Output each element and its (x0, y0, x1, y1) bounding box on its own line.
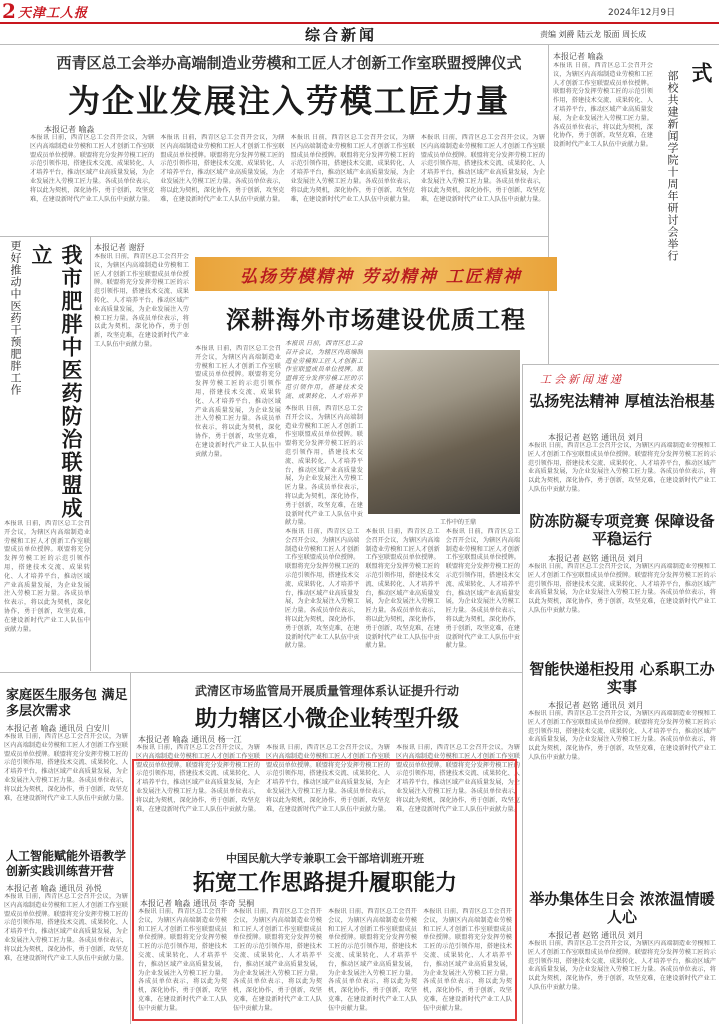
left-byline: 本报记者 谢舒 (94, 243, 145, 252)
work-news-byline-1: 本报记者 赵铭 通讯员 刘月 (548, 433, 644, 442)
work-news-body-1: 本报讯 日前，西青区总工会召开会议，为辖区内高端制造业劳模和工匠人才创新工作室联盟成员单位授牌。联盟将充分发挥劳模工匠的示范引领作用，搭建技术交流、成果转化、人才培养平台，推动区域产业高质量发展，为企业发展注入劳模工匠力量。各成员单位表示，将以此为契机，深化协作，勇于创新，攻坚克难，在建设新时代产业工人队伍中贡献力量。 (528, 442, 716, 493)
lead-body (30, 134, 545, 234)
divider (0, 44, 719, 45)
banner-text: 弘扬劳模精神 劳动精神 工匠精神 (240, 267, 522, 287)
left-small-byline-2: 本报记者 喻淼 通讯员 孙悦 (6, 884, 102, 893)
center-col-3: 本报讯 日前，西青区总工会召开会议，为辖区内高端制造业劳模和工匠人才创新工作室联盟成员单位授牌。联盟将充分发挥劳模工匠的示范引领作用，搭建技术交流、成果转化、人才培养平台，推动区域产业高质量发展，为企业发展注入劳模工匠力量。各成员单位表示，将以此为契机，深化协作，勇于创新，攻坚克难，在建设新时代产业工人队伍中贡献力量。 (285, 528, 360, 650)
boxed-headline: 拓宽工作思路提升履职能力 (192, 870, 457, 896)
work-news-byline-2: 本报记者 赵铭 通讯员 刘月 (548, 554, 644, 563)
divider (0, 672, 522, 673)
work-news-headline-3: 智能快递柜投用 心系职工办实事 (529, 660, 715, 696)
boxed-body (138, 908, 512, 1016)
lead-headline: 为企业发展注入劳模工匠力量 (67, 82, 510, 120)
editors: 责编 刘爵 陆云龙 版面 周长成 (540, 30, 647, 39)
right-body: 本报讯 日前，西青区总工会召开会议，为辖区内高端制造业劳模和工匠人才创新工作室联盟成员单位授牌。联盟将充分发挥劳模工匠的示范引领作用，搭建技术交流、成果转化、人才培养平台，推动区域产业高质量发展，为企业发展注入劳模工匠力量。各成员单位表示，将以此为契机，深化协作，勇于创新，攻坚克难，在建设新时代产业工人队伍中贡献力量。 (553, 62, 653, 149)
lead-kicker: 西青区总工会举办高端制造业劳模和工匠人才创新工作室联盟授牌仪式 (56, 54, 522, 72)
left-body: 本报讯 日前，西青区总工会召开会议，为辖区内高端制造业劳模和工匠人才创新工作室联盟成员单位授牌。联盟将充分发挥劳模工匠的示范引领作用，搭建技术交流、成果转化、人才培养平台，推动区域产业高质量发展，为企业发展注入劳模工匠力量。各成员单位表示，将以此为契机，深化协作，勇于创新，攻坚克难，在建设新时代产业工人队伍中贡献力量。 (94, 253, 189, 348)
center-headline: 深耕海外市场建设优质工程 (226, 305, 526, 334)
photo-caption: 工作中的王鼎 (440, 519, 477, 526)
issue-date: 2024年12月9日 (608, 8, 676, 18)
paper-name: 天津工人报 (18, 6, 89, 21)
work-news-headline-1: 弘扬宪法精神 厚植法治根基 (529, 392, 715, 410)
work-news-headline-2: 防冻防凝专项竞赛 保障设备平稳运行 (529, 512, 715, 548)
middle-col-3: 本报讯 日前，西青区总工会召开会议，为辖区内高端制造业劳模和工匠人才创新工作室联盟成员单位授牌。联盟将充分发挥劳模工匠的示范引领作用，搭建技术交流、成果转化、人才培养平台，推动区域产业高质量发展，为企业发展注入劳模工匠力量。各成员单位表示，将以此为契机，深化协作，勇于创新，攻坚克难，在建设新时代产业工人队伍中贡献力量。 (396, 744, 520, 813)
work-news-body-2: 本报讯 日前，西青区总工会召开会议，为辖区内高端制造业劳模和工匠人才创新工作室联盟成员单位授牌。联盟将充分发挥劳模工匠的示范引领作用，搭建技术交流、成果转化、人才培养平台，推动区域产业高质量发展，为企业发展注入劳模工匠力量。各成员单位表示，将以此为契机，深化协作，勇于创新，攻坚克难，在建设新时代产业工人队伍中贡献力量。 (528, 563, 716, 614)
page-number: 2 (2, 0, 16, 23)
left-body-cont: 本报讯 日前，西青区总工会召开会议，为辖区内高端制造业劳模和工匠人才创新工作室联盟成员单位授牌。联盟将充分发挥劳模工匠的示范引领作用，搭建技术交流、成果转化、人才培养平台，推动区域产业高质量发展，为企业发展注入劳模工匠力量。各成员单位表示，将以此为契机，深化协作，勇于创新，攻坚克难，在建设新时代产业工人队伍中贡献力量。 (4, 520, 90, 633)
divider (0, 236, 548, 237)
section-name: 综合新闻 (305, 26, 378, 44)
work-news-label: 工会新闻速递 (540, 373, 624, 386)
divider (522, 364, 719, 365)
left-small-byline-1: 本报记者 喻淼 通讯员 白安川 (6, 724, 110, 733)
center-col-1: 本报讯 日前，西青区总工会召开会议，为辖区内高端制造业劳模和工匠人才创新工作室联盟成员单位授牌。联盟将充分发挥劳模工匠的示范引领作用，搭建技术交流、成果转化、人才培养平台，推动区域产业高质量发展，为企业发展注入劳模工匠力量。各成员单位表示，将以此为契机，深化协作，勇于创新，攻坚克难，在建设新时代产业工人队伍中贡献力量。 (195, 345, 281, 458)
divider (90, 236, 91, 671)
boxed-col-2: 本报讯 日前，西青区总工会召开会议，为辖区内高端制造业劳模和工匠人才创新工作室联盟成员单位授牌。联盟将充分发挥劳模工匠的示范引领作用，搭建技术交流、成果转化、人才培养平台，推动区域产业高质量发展，为企业发展注入劳模工匠力量。各成员单位表示，将以此为契机，深化协作，勇于创新，攻坚克难，在建设新时代产业工人队伍中贡献力量。 (233, 908, 322, 1012)
lead-col-4: 本报讯 日前，西青区总工会召开会议，为辖区内高端制造业劳模和工匠人才创新工作室联盟成员单位授牌。联盟将充分发挥劳模工匠的示范引领作用，搭建技术交流、成果转化、人才培养平台，推动区域产业高质量发展，为企业发展注入劳模工匠力量。各成员单位表示，将以此为契机，深化协作，勇于创新，攻坚克难，在建设新时代产业工人队伍中贡献力量。 (420, 134, 545, 203)
middle-col-2: 本报讯 日前，西青区总工会召开会议，为辖区内高端制造业劳模和工匠人才创新工作室联盟成员单位授牌。联盟将充分发挥劳模工匠的示范引领作用，搭建技术交流、成果转化、人才培养平台，推动区域产业高质量发展，为企业发展注入劳模工匠力量。各成员单位表示，将以此为契机，深化协作，勇于创新，攻坚克难，在建设新时代产业工人队伍中贡献力量。 (266, 744, 390, 813)
left-small-headline-1: 家庭医生服务包 满足多层次需求 (6, 688, 128, 719)
left-small-body-1: 本报讯 日前，西青区总工会召开会议，为辖区内高端制造业劳模和工匠人才创新工作室联盟成员单位授牌。联盟将充分发挥劳模工匠的示范引领作用，搭建技术交流、成果转化、人才培养平台，推动区域产业高质量发展，为企业发展注入劳模工匠力量。各成员单位表示，将以此为契机，深化协作，勇于创新，攻坚克难，在建设新时代产业工人队伍中贡献力量。 (4, 733, 128, 802)
middle-headline: 助力辖区小微企业转型升级 (194, 706, 459, 732)
center-lower-body (285, 528, 520, 668)
middle-byline: 本报记者 喻淼 通讯员 杨一江 (138, 735, 242, 744)
center-col-5: 本报讯 日前，西青区总工会召开会议，为辖区内高端制造业劳模和工匠人才创新工作室联盟成员单位授牌。联盟将充分发挥劳模工匠的示范引领作用，搭建技术交流、成果转化、人才培养平台，推动区域产业高质量发展，为企业发展注入劳模工匠力量。各成员单位表示，将以此为契机，深化协作，勇于创新，攻坚克难，在建设新时代产业工人队伍中贡献力量。 (445, 528, 520, 650)
lead-col-3: 本报讯 日前，西青区总工会召开会议，为辖区内高端制造业劳模和工匠人才创新工作室联盟成员单位授牌。联盟将充分发挥劳模工匠的示范引领作用，搭建技术交流、成果转化、人才培养平台，推动区域产业高质量发展，为企业发展注入劳模工匠力量。各成员单位表示，将以此为契机，深化协作，勇于创新，攻坚克难，在建设新时代产业工人队伍中贡献力量。 (290, 134, 415, 203)
lead-col-1: 本报讯 日前，西青区总工会召开会议，为辖区内高端制造业劳模和工匠人才创新工作室联盟成员单位授牌。联盟将充分发挥劳模工匠的示范引领作用，搭建技术交流、成果转化、人才培养平台，推动区域产业高质量发展，为企业发展注入劳模工匠力量。各成员单位表示，将以此为契机，深化协作，勇于创新，攻坚克难，在建设新时代产业工人队伍中贡献力量。 (30, 134, 155, 203)
left-small-headline-2: 人工智能赋能外语教学 创新实践训练营开营 (6, 849, 127, 878)
work-news-body-4: 本报讯 日前，西青区总工会召开会议，为辖区内高端制造业劳模和工匠人才创新工作室联盟成员单位授牌。联盟将充分发挥劳模工匠的示范引领作用，搭建技术交流、成果转化、人才培养平台，推动区域产业高质量发展，为企业发展注入劳模工匠力量。各成员单位表示，将以此为契机，深化协作，勇于创新，攻坚克难，在建设新时代产业工人队伍中贡献力量。 (528, 940, 716, 991)
right-subhead: 部校共建新闻学院十周年研讨会举行 (666, 70, 679, 262)
work-news-byline-3: 本报记者 赵铭 通讯员 刘月 (548, 701, 644, 710)
work-news-headline-4: 举办集体生日会 浓浓温情暖人心 (529, 890, 715, 926)
divider (130, 672, 131, 1024)
boxed-byline: 本报记者 喻淼 通讯员 李奇 吴桐 (140, 899, 255, 908)
boxed-col-3: 本报讯 日前，西青区总工会召开会议，为辖区内高端制造业劳模和工匠人才创新工作室联盟成员单位授牌。联盟将充分发挥劳模工匠的示范引领作用，搭建技术交流、成果转化、人才培养平台，推动区域产业高质量发展，为企业发展注入劳模工匠力量。各成员单位表示，将以此为契机，深化协作，勇于创新，攻坚克难，在建设新时代产业工人队伍中贡献力量。 (328, 908, 417, 1012)
portrait-photo (368, 350, 520, 514)
center-col-4: 本报讯 日前，西青区总工会召开会议，为辖区内高端制造业劳模和工匠人才创新工作室联盟成员单位授牌。联盟将充分发挥劳模工匠的示范引领作用，搭建技术交流、成果转化、人才培养平台，推动区域产业高质量发展，为企业发展注入劳模工匠力量。各成员单位表示，将以此为契机，深化协作，勇于创新，攻坚克难，在建设新时代产业工人队伍中贡献力量。 (365, 528, 440, 650)
right-headline: 式 (689, 62, 714, 85)
work-news-body-3: 本报讯 日前，西青区总工会召开会议，为辖区内高端制造业劳模和工匠人才创新工作室联盟成员单位授牌。联盟将充分发挥劳模工匠的示范引领作用，搭建技术交流、成果转化、人才培养平台，推动区域产业高质量发展，为企业发展注入劳模工匠力量。各成员单位表示，将以此为契机，深化协作，勇于创新，攻坚克难，在建设新时代产业工人队伍中贡献力量。 (528, 710, 716, 761)
left-small-body-2: 本报讯 日前，西青区总工会召开会议，为辖区内高端制造业劳模和工匠人才创新工作室联盟成员单位授牌。联盟将充分发挥劳模工匠的示范引领作用，搭建技术交流、成果转化、人才培养平台，推动区域产业高质量发展，为企业发展注入劳模工匠力量。各成员单位表示，将以此为契机，深化协作，勇于创新，攻坚克难，在建设新时代产业工人队伍中贡献力量。 (4, 893, 128, 962)
boxed-col-4: 本报讯 日前，西青区总工会召开会议，为辖区内高端制造业劳模和工匠人才创新工作室联盟成员单位授牌。联盟将充分发挥劳模工匠的示范引领作用，搭建技术交流、成果转化、人才培养平台，推动区域产业高质量发展，为企业发展注入劳模工匠力量。各成员单位表示，将以此为契机，深化协作，勇于创新，攻坚克难，在建设新时代产业工人队伍中贡献力量。 (423, 908, 512, 1012)
lead-byline: 本报记者 喻淼 (44, 125, 95, 134)
divider (522, 364, 523, 1024)
middle-kicker: 武清区市场监管局开展质量管理体系认证提升行动 (194, 684, 459, 698)
work-news-byline-4: 本报记者 赵铭 通讯员 刘月 (548, 931, 644, 940)
boxed-kicker: 中国民航大学专兼职工会干部培训班开班 (226, 852, 424, 865)
masthead (0, 0, 719, 24)
right-byline: 本报记者 喻淼 (553, 52, 604, 61)
left-headline: 我市肥胖中医药防治联盟成立 (29, 244, 84, 520)
center-col-2: 本报讯 日前，西青区总工会召开会议，为辖区内高端制造业劳模和工匠人才创新工作室联盟成员单位授牌。联盟将充分发挥劳模工匠的示范引领作用，搭建技术交流、成果转化、人才培养平台，推动区域产业高质量发展，为企业发展注入劳模工匠力量。各成员单位表示，将以此为契机，深化协作，勇于创新，攻坚克难，在建设新时代产业工人队伍中贡献力量。 (285, 405, 363, 527)
middle-col-1: 本报讯 日前，西青区总工会召开会议，为辖区内高端制造业劳模和工匠人才创新工作室联盟成员单位授牌。联盟将充分发挥劳模工匠的示范引领作用，搭建技术交流、成果转化、人才培养平台，推动区域产业高质量发展，为企业发展注入劳模工匠力量。各成员单位表示，将以此为契机，深化协作，勇于创新，攻坚克难，在建设新时代产业工人队伍中贡献力量。 (136, 744, 260, 813)
boxed-col-1: 本报讯 日前，西青区总工会召开会议，为辖区内高端制造业劳模和工匠人才创新工作室联盟成员单位授牌。联盟将充分发挥劳模工匠的示范引领作用，搭建技术交流、成果转化、人才培养平台，推动区域产业高质量发展，为企业发展注入劳模工匠力量。各成员单位表示，将以此为契机，深化协作，勇于创新，攻坚克难，在建设新时代产业工人队伍中贡献力量。 (138, 908, 227, 1012)
lead-col-2: 本报讯 日前，西青区总工会召开会议，为辖区内高端制造业劳模和工匠人才创新工作室联盟成员单位授牌。联盟将充分发挥劳模工匠的示范引领作用，搭建技术交流、成果转化、人才培养平台，推动区域产业高质量发展，为企业发展注入劳模工匠力量。各成员单位表示，将以此为契机，深化协作，勇于创新，攻坚克难，在建设新时代产业工人队伍中贡献力量。 (160, 134, 285, 203)
left-subhead: 更好推动中医药干预肥胖工作 (9, 240, 22, 396)
center-lede: 本报讯 日前，西青区总工会召开会议，为辖区内高端制造业劳模和工匠人才创新工作室联盟成员单位授牌。联盟将充分发挥劳模工匠的示范引领作用，搭建技术交流、成果转化、人才培养平 (285, 340, 363, 400)
